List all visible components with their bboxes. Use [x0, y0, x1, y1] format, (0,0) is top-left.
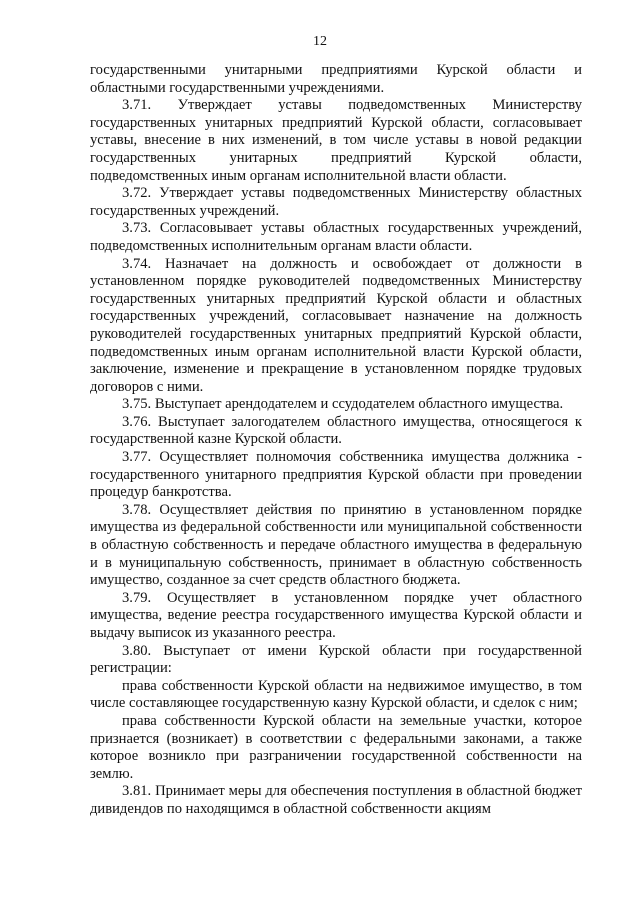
paragraph-3-72: 3.72. Утверждает уставы подведомственных Министерству областных государственных учреждений.	[90, 185, 582, 219]
paragraph-3-71: 3.71. Утверждает уставы подведомственных Министерству государственных унитарных предприятий Курской области, согласовывает уставы, внесение в них изменений, в том числе уставы в новой редакции государственных унитарных предприятий Курской области, подведомственных иным органам исполнительной власти области.	[90, 97, 582, 184]
paragraph-3-78: 3.78. Осуществляет действия по принятию в установленном порядке имущества из федеральной собственности или муниципальной собственности в областную собственность и передаче областного имущества в федеральную и в муниципальную собственность, принимает в областную собственность имущество, созданное за счет средств областного бюджета.	[90, 501, 582, 589]
paragraph-3-75: 3.75. Выступает арендодателем и ссудодателем областного имущества.	[122, 396, 564, 413]
document-body	[90, 62, 582, 819]
paragraph-3-76: 3.76. Выступает залогодателем областного имущества, относящегося к государственной казне Курской области.	[90, 413, 582, 448]
paragraph-3-80-item-1: права собственности Курской области на недвижимое имущество, в том числе составляющее государственную казну Курской области, и сделок с ним;	[90, 677, 582, 712]
paragraph-3-73: 3.73. Согласовывает уставы областных государственных учреждений, подведомственных исполнительным органам власти области.	[90, 220, 582, 254]
paragraph-3-81: 3.81. Принимает меры для обеспечения поступления в областной бюджет дивидендов по находящимся в областной собственности акциям	[90, 783, 582, 817]
paragraph-3-80-item-2: права собственности Курской области на земельные участки, которое признается (возникает) в соответствии с федеральными законами, а также которое возникло при разграничении государственной собственности на землю.	[90, 712, 582, 782]
paragraph-3-77: 3.77. Осуществляет полномочия собственника имущества должника - государственного унитарного предприятия Курской области при проведении процедур банкротства.	[90, 449, 582, 501]
paragraph-continuation: государственными унитарными предприятиями Курской области и областными государственными учреждениями.	[90, 62, 582, 96]
paragraph-3-80: 3.80. Выступает от имени Курской области при государственной регистрации:	[90, 642, 582, 677]
paragraph-3-79: 3.79. Осуществляет в установленном порядке учет областного имущества, ведение реестра государственного имущества Курской области и выдачу выписок из указанного реестра.	[90, 589, 582, 641]
page-number: 12	[313, 34, 327, 49]
paragraph-3-74: 3.74. Назначает на должность и освобождает от должности в установленном порядке руководителей подведомственных Министерству государственных унитарных предприятий Курской области и областных государственных учреждений, согласовывает назначение на должность руководителей государственных унитарных предприятий Курской области, подведомственных иным органам исполнительной власти Курской области, заключение, изменение и прекращение в установленном порядке трудовых договоров с ними.	[90, 255, 582, 395]
